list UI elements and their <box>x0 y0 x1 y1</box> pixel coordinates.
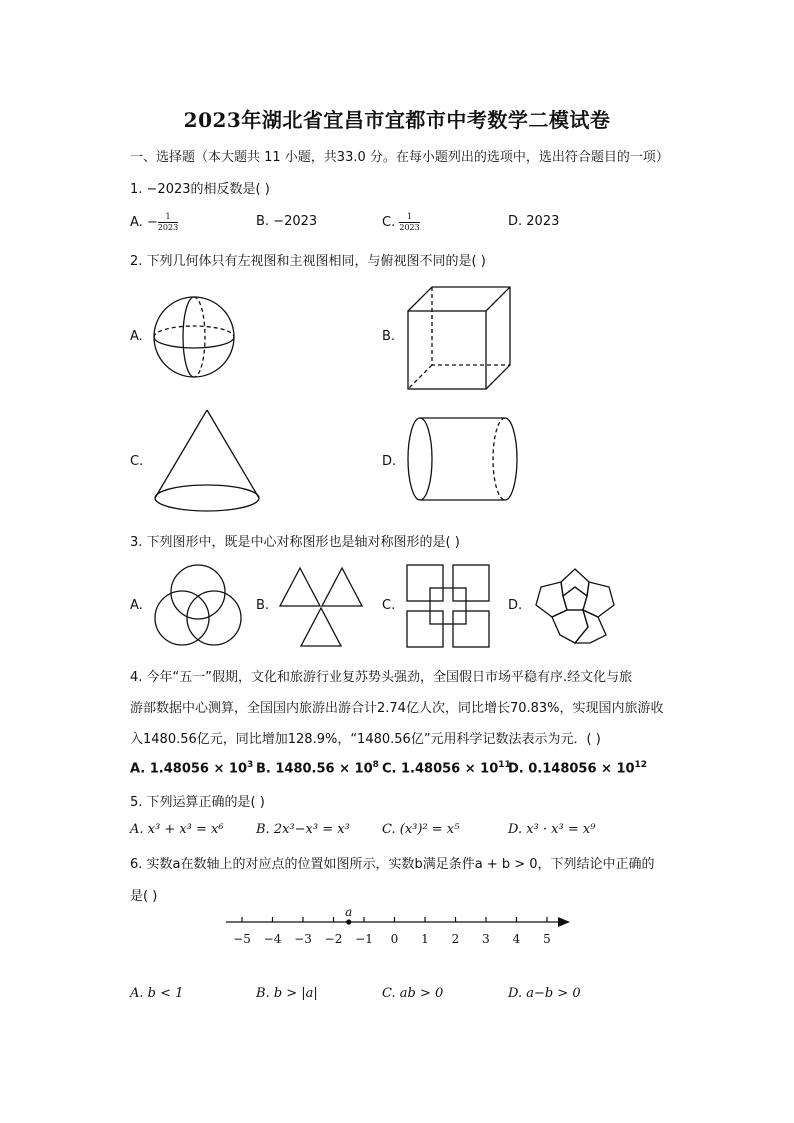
exponent: 3 <box>247 760 254 770</box>
page-title: 2023年湖北省宜昌市宜都市中考数学二模试卷 <box>183 108 611 132</box>
exponent: 8 <box>372 760 379 770</box>
question-4-line-1: 4. 今年“五一”假期，文化和旅游行业复苏势头强劲，全国假日市场平稳有序.经文化与旅 <box>130 670 633 685</box>
q5-option-a[interactable]: A. x³ + x³ = x⁶ <box>130 822 224 837</box>
tick-label: 3 <box>482 932 490 946</box>
exponent: 11 <box>498 760 511 770</box>
q1-option-b[interactable]: B. −2023 <box>256 214 318 229</box>
q6-option-a[interactable]: A. b < 1 <box>130 986 184 1001</box>
denominator: 2023 <box>157 223 179 232</box>
denominator: 2023 <box>399 223 420 232</box>
q3-option-a-label[interactable]: A. <box>130 598 143 613</box>
question-4-line-3: 入1480.56亿元，同比增加128.9%，“1480.56亿”元用科学记数法表示为元．( ) <box>130 732 601 747</box>
tick-label: −5 <box>233 932 251 946</box>
tick-label: −4 <box>263 932 282 946</box>
q5-option-c[interactable]: C. (x³)² = x⁵ <box>382 822 460 837</box>
question-6-line-2: 是( ) <box>130 889 158 904</box>
minus-sign: − <box>146 215 158 230</box>
numerator: 1 <box>158 212 178 223</box>
numerator: 1 <box>399 212 419 223</box>
q5-option-d[interactable]: D. x³ · x³ = x⁹ <box>508 822 596 837</box>
exponent: 12 <box>634 760 648 770</box>
tick-label: 5 <box>543 932 551 946</box>
tick-label: −2 <box>324 932 343 946</box>
option-text: A. 1.48056 × 10 <box>130 761 248 777</box>
q2-option-d-label[interactable]: D. <box>382 454 397 469</box>
tick-label: 0 <box>390 932 399 946</box>
tick-label: −3 <box>294 932 312 946</box>
q2-option-c-label[interactable]: C. <box>130 454 144 469</box>
q3-option-d-label[interactable]: D. <box>508 598 523 613</box>
tick-label: 1 <box>421 932 429 946</box>
question-4-line-2: 游部数据中心测算，全国国内旅游出游合计2.74亿人次，同比增长70.83%，实现国内旅游收 <box>130 701 664 716</box>
q3-option-c-label[interactable]: C. <box>382 598 396 613</box>
tick-label: −1 <box>355 932 373 946</box>
q2-option-a-label[interactable]: A. <box>130 329 143 344</box>
point-a-label: a <box>345 905 353 919</box>
option-text: C. 1.48056 × 10 <box>382 761 499 777</box>
q5-option-b[interactable]: B. 2x³−x³ = x³ <box>256 822 350 837</box>
question-3-text: 3. 下列图形中，既是中心对称图形也是轴对称图形的是( ) <box>130 535 460 550</box>
option-label: C. <box>382 215 396 230</box>
option-text: D. 0.148056 × 10 <box>508 761 635 777</box>
q6-option-d[interactable]: D. a−b > 0 <box>508 986 581 1001</box>
question-1-text: 1. −2023的相反数是( ) <box>130 182 270 197</box>
question-5-text: 5. 下列运算正确的是( ) <box>130 795 265 810</box>
question-6-line-1: 6. 实数a在数轴上的对应点的位置如图所示，实数b满足条件a + b > 0，下列结论中正确的 <box>130 857 655 872</box>
tick-label: 2 <box>451 932 460 946</box>
question-2-text: 2. 下列几何体只有左视图和主视图相同，与俯视图不同的是( ) <box>130 254 486 269</box>
section-heading: 一、选择题（本大题共 11 小题，共33.0 分。在每小题列出的选项中，选出符合题目的一项） <box>130 150 669 165</box>
arrow-head-icon <box>558 917 570 927</box>
option-label: A. <box>130 215 143 230</box>
q6-option-b[interactable]: B. b > |a| <box>256 986 318 1001</box>
q6-option-c[interactable]: C. ab > 0 <box>382 986 444 1001</box>
point-a-marker <box>346 919 351 924</box>
q2-option-b-label[interactable]: B. <box>382 329 396 344</box>
tick-label: 4 <box>512 932 521 946</box>
q3-option-b-label[interactable]: B. <box>256 598 270 613</box>
option-text: B. 1480.56 × 10 <box>256 761 373 777</box>
q1-option-d[interactable]: D. 2023 <box>508 214 560 229</box>
